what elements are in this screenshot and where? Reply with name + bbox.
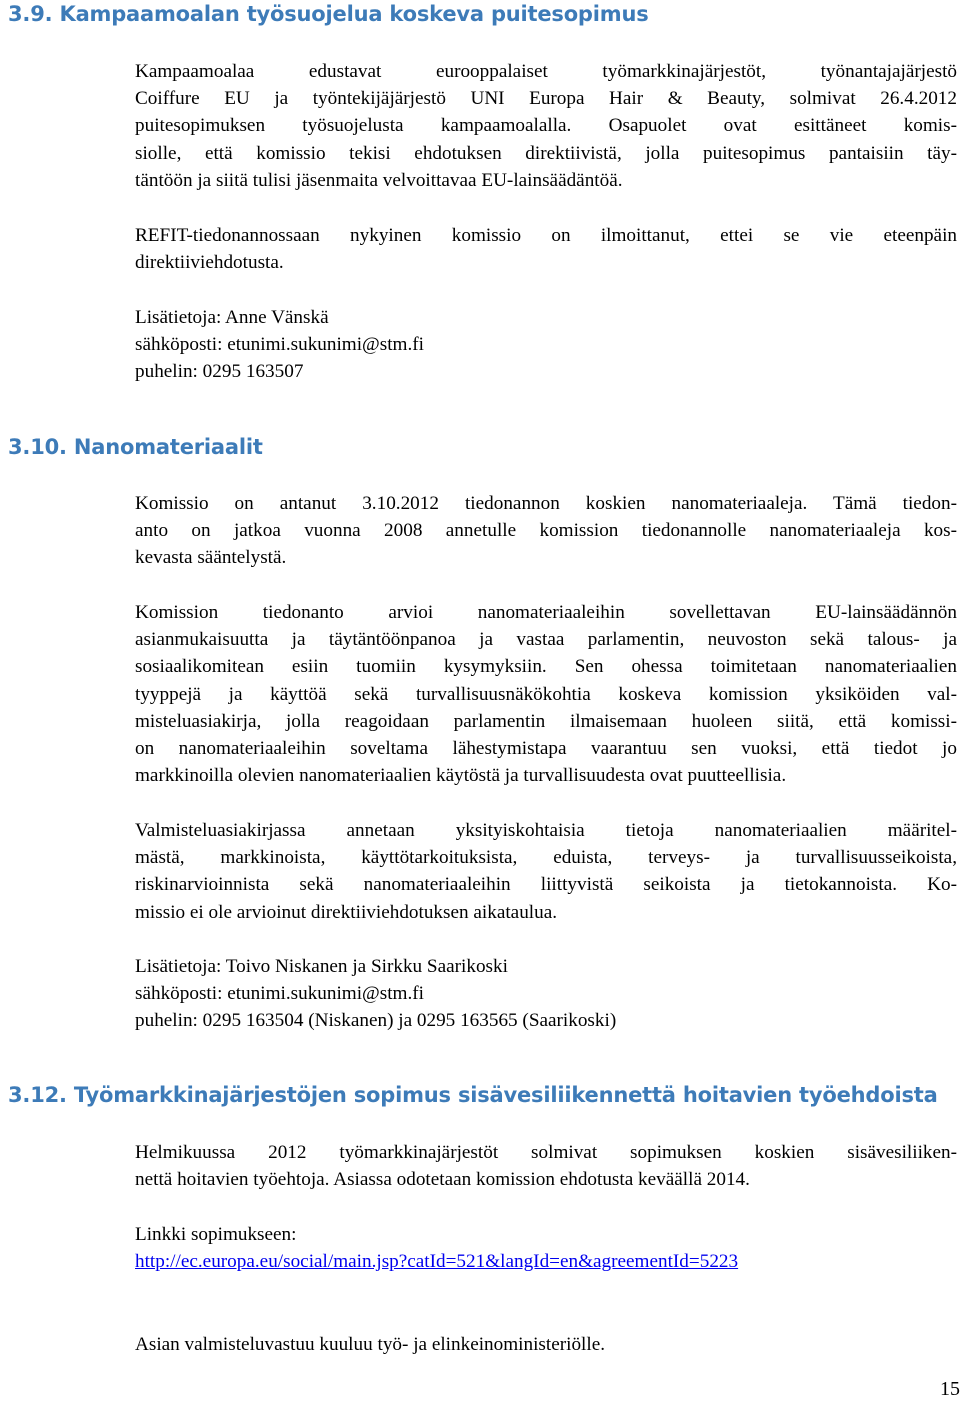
contact-email: sähköposti: etunimi.sukunimi@stm.fi	[135, 334, 424, 356]
paragraph-refit	[135, 222, 957, 276]
text-line: anto on jatkoa vuonna 2008 annetulle komission tiedonannolle nanomateriaaleja kos-	[135, 520, 957, 542]
text-line: misteluasiakirja, jolla reagoidaan parlamentin ilmaisemaan huoleen siitä, että komissi-	[135, 710, 957, 732]
text-line: nettä hoitavien työehtoja. Asiassa odotetaan komission ehdotusta keväällä 2014.	[135, 1169, 750, 1191]
section-heading-3-12: 3.12. Työmarkkinajärjestöjen sopimus sisävesiliikennettä hoitavien työehdoista	[8, 1083, 938, 1107]
text-line: täntöön ja siitä tulisi jäsenmaita velvoittavaa EU-lainsäädäntöä.	[135, 169, 623, 191]
text-line: missio ei ole arvioinut direktiiviehdotuksen aikataulua.	[135, 901, 558, 923]
text-line: asianmukaisuutta ja täytäntöönpanoa ja vastaa parlamentin, neuvoston sekä talous- ja	[135, 629, 957, 651]
text-line: tyyppejä ja käyttöä sekä turvallisuusnäkökohtia koskeva komission yksiköiden val-	[135, 683, 957, 705]
link-label: Linkki sopimukseen:	[135, 1224, 297, 1245]
text-line: markkinoilla olevien nanomateriaalien käytöstä ja turvallisuudesta ovat puutteellisia.	[135, 765, 787, 787]
text-line: Komissio on antanut 3.10.2012 tiedonannon koskien nanomateriaaleja. Tämä tiedon-	[135, 493, 957, 514]
text-line: Coiffure EU ja työntekijäjärjestö UNI Europa Hair & Beauty, solmivat 26.4.2012	[135, 88, 957, 110]
text-line: riskinarvioinnista sekä nanomateriaaleihin liittyvistä seikoista ja tietokannoista. Ko-	[135, 874, 957, 896]
paragraph-inland-waterway-agreement	[135, 1139, 957, 1193]
paragraph-nanomaterials-communication	[135, 490, 957, 572]
contact-block-3-9	[135, 304, 957, 386]
contact-block-3-10	[135, 953, 957, 1035]
paragraph-hairdressing-agreement	[135, 58, 957, 194]
section-heading-3-10: 3.10. Nanomateriaalit	[8, 435, 263, 459]
text-line: Kampaamoalaa edustavat eurooppalaiset työmarkkinajärjestöt, työnantajajärjestö	[135, 61, 957, 82]
text-line: puitesopimuksen työsuojelusta kampaamoalalla. Osapuolet ovat esittäneet komis-	[135, 115, 957, 137]
text-line: Valmisteluasiakirjassa annetaan yksityiskohtaisia tietoja nanomateriaalien määritel-	[135, 820, 957, 841]
contact-phone: puhelin: 0295 163507	[135, 361, 304, 383]
paragraph-staff-working-document	[135, 817, 957, 926]
agreement-link[interactable]: http://ec.europa.eu/social/main.jsp?catId=521&langId=en&agreementId=5223	[135, 1251, 739, 1273]
text-line: direktiiviehdotusta.	[135, 252, 284, 274]
paragraph-responsibility	[135, 1331, 957, 1358]
text-line: Asian valmisteluvastuu kuuluu työ- ja elinkeinoministeriölle.	[135, 1334, 606, 1355]
contact-email: sähköposti: etunimi.sukunimi@stm.fi	[135, 983, 424, 1005]
text-line: kevasta sääntelystä.	[135, 547, 287, 569]
text-line: Helmikuussa 2012 työmarkkinajärjestöt solmivat sopimuksen koskien sisävesiliiken-	[135, 1142, 957, 1163]
text-line: siolle, että komissio tekisi ehdotuksen direktiivistä, jolla puitesopimus pantaisiin täy-	[135, 142, 957, 164]
text-line: sosiaalikomitean esiin tuomiin kysymyksiin. Sen ohessa toimitetaan nanomateriaalien	[135, 656, 957, 678]
text-line: on nanomateriaaleihin soveltama lähestymistapa vaarantuu sen vuoksi, että tiedot jo	[135, 738, 957, 760]
page-number: 15	[940, 1378, 960, 1400]
agreement-link-block	[135, 1221, 957, 1275]
contact-name: Lisätietoja: Anne Vänskä	[135, 307, 329, 328]
contact-phone: puhelin: 0295 163504 (Niskanen) ja 0295 163565 (Saarikoski)	[135, 1010, 617, 1032]
text-line: REFIT-tiedonannossaan nykyinen komissio on ilmoittanut, ettei se vie eteenpäin	[135, 225, 957, 246]
paragraph-commission-assessment	[135, 599, 957, 789]
text-line: Komission tiedonanto arvioi nanomateriaaleihin sovellettavan EU-lainsäädännön	[135, 602, 957, 623]
text-line: mästä, markkinoista, käyttötarkoituksista, eduista, terveys- ja turvallisuusseikoista,	[135, 847, 957, 869]
section-heading-3-9: 3.9. Kampaamoalan työsuojelua koskeva puitesopimus	[8, 2, 649, 26]
contact-name: Lisätietoja: Toivo Niskanen ja Sirkku Saarikoski	[135, 956, 508, 977]
